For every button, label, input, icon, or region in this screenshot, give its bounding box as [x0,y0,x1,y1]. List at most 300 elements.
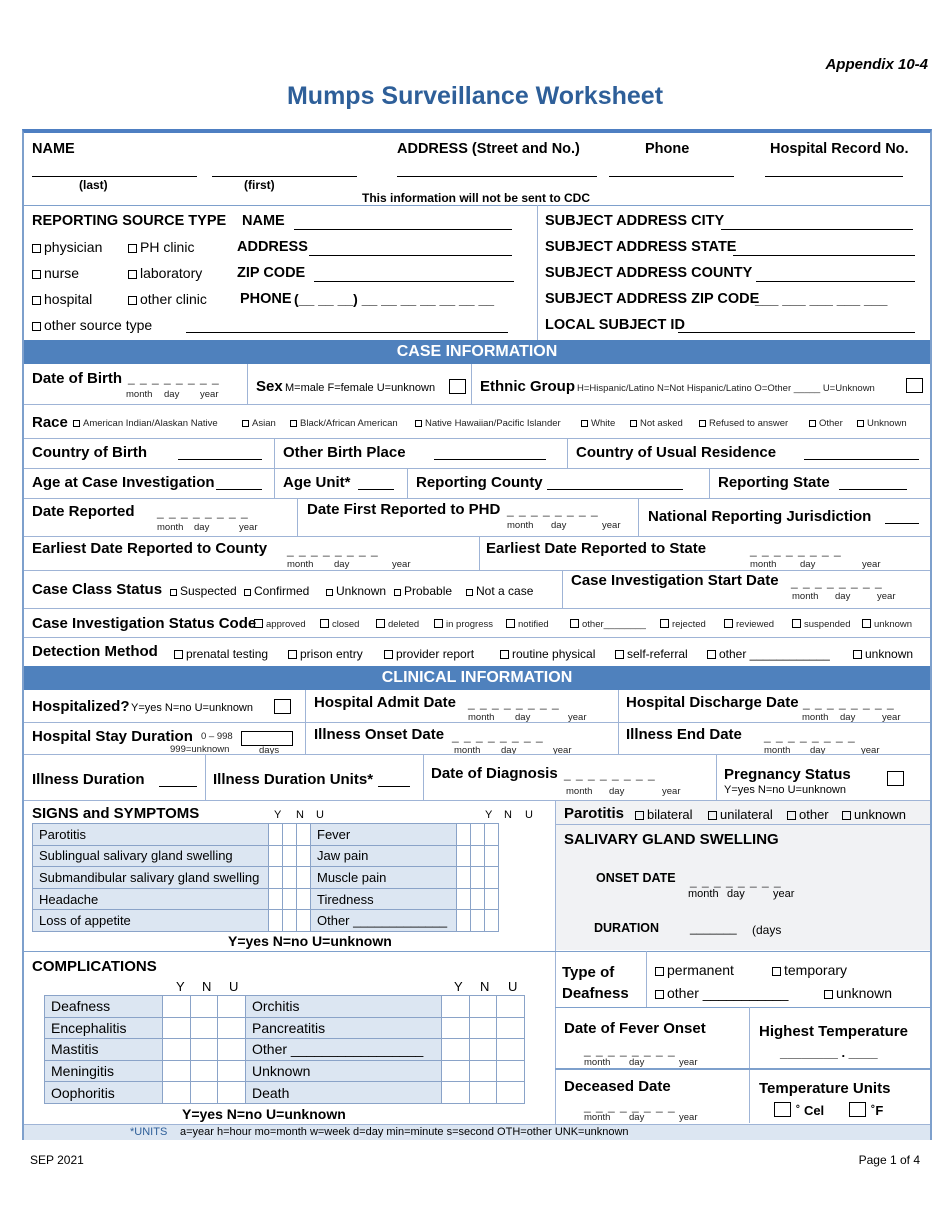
option-ph-clinic[interactable]: PH clinic [128,239,194,255]
deceased-year: year [679,1112,698,1123]
parotitis-other[interactable]: other [787,807,829,822]
deafness-other[interactable]: other ___________ [655,985,788,1001]
parotitis-label: Parotitis [564,805,625,822]
comp-y1: Y [176,979,185,994]
salivary-duration-unit: (days [752,923,782,937]
sex-input[interactable] [449,379,466,394]
comp-death: Death [246,1082,442,1104]
race-not-asked[interactable]: Not asked [630,418,683,429]
comp-y2: Y [454,979,463,994]
investigation-start-year: year [877,591,896,602]
discharge-month: month [802,712,829,723]
comp-yes-cell[interactable] [442,1082,470,1104]
signs-n1: N [296,809,304,821]
status-notified[interactable]: notified [506,619,549,630]
end-day: day [810,745,826,756]
diagnosis-day: day [609,786,625,797]
status-closed[interactable]: closed [320,619,359,630]
comp-unk-cell[interactable] [218,1082,246,1104]
temp-units-label: Temperature Units [759,1080,891,1097]
comp-yes-cell[interactable] [163,996,191,1018]
race-label: Race [32,414,68,431]
diagnosis-month: month [566,786,593,797]
duration-input[interactable] [159,786,197,787]
option-nurse[interactable]: nurse [32,265,79,281]
pregnancy-options: Y=yes N=no U=unknown [724,784,846,796]
parotitis-bilateral[interactable]: bilateral [635,807,693,822]
stay-input[interactable] [241,731,293,746]
reporter-address-input[interactable] [309,255,512,256]
salivary-onset-input[interactable]: _ _ _ _ _ _ _ _ [690,874,782,888]
comp-unk-cell[interactable] [497,1082,525,1104]
discharge-date-label: Hospital Discharge Date [626,694,799,711]
symptom-yes-cell[interactable] [269,910,283,932]
symptoms-table [32,823,499,932]
symptom-no-cell[interactable] [471,867,485,889]
date-first-phd-day: day [551,520,567,531]
comp-u2: U [508,979,518,994]
admit-day: day [515,712,531,723]
earliest-county-day: day [334,559,350,570]
detection-other[interactable]: other ____________ [707,647,830,661]
comp-pancreatitis: Pancreatitis [246,1017,442,1039]
reporter-zip-input[interactable] [314,281,514,282]
status-in-progress[interactable]: in progress [434,619,493,630]
units-text: a=year h=hour mo=month w=week d=day min=minute s=second OTH=other UNK=unknown [180,1126,629,1138]
onset-month: month [454,745,481,756]
symptom-fever: Fever [311,824,457,846]
name-label: NAME [32,141,75,157]
comp-oophoritis: Oophoritis [45,1082,163,1104]
status-other[interactable]: other________ [570,619,646,630]
diagnosis-date-input[interactable]: _ _ _ _ _ _ _ _ [564,767,656,781]
symptom-other: Other _____________ [311,910,457,932]
symptom-unk-cell[interactable] [297,867,311,889]
symptom-yes-cell[interactable] [457,824,471,846]
ethnic-options: H=Hispanic/Latino N=Not Hispanic/Latino O=Other _____ U=Unknown [577,383,875,394]
race-american-indian[interactable]: American Indian/Alaskan Native [73,418,218,429]
symptom-no-cell[interactable] [283,888,297,910]
ethnic-label: Ethnic Group [480,378,575,395]
subject-state-label: SUBJECT ADDRESS STATE [545,239,737,255]
local-id-input[interactable] [678,332,915,333]
signs-header: SIGNS and SYMPTOMS [32,805,200,822]
complication-row [45,1039,525,1061]
earliest-county-month: month [287,559,314,570]
reporter-address-label: ADDRESS [237,239,308,255]
symptom-no-cell[interactable] [283,845,297,867]
symptom-row [33,845,499,867]
subject-county-input[interactable] [756,281,915,282]
deafness-type-label-1: Type of [562,964,615,981]
option-laboratory[interactable]: laboratory [128,265,202,281]
age-unit-label: Age Unit* [283,474,351,491]
signs-u2: U [525,809,533,821]
comp-legend: Y=yes N=no U=unknown [182,1106,346,1122]
class-not-a-case[interactable]: Not a case [466,584,533,598]
detection-prison[interactable]: prison entry [288,647,363,661]
deceased-day: day [629,1112,645,1123]
dob-label: Date of Birth [32,370,122,387]
detection-self-referral[interactable]: self-referral [615,647,688,661]
investigation-start-day: day [835,591,851,602]
option-other-clinic[interactable]: other clinic [128,291,207,307]
complication-row [45,1017,525,1039]
symptom-unk-cell[interactable] [297,910,311,932]
complications-table [44,995,525,1104]
class-status-label: Case Class Status [32,581,163,598]
address-label: ADDRESS (Street and No.) [397,141,580,157]
comp-u1: U [229,979,239,994]
pregnancy-input[interactable] [887,771,904,786]
date-reported-day: day [194,522,210,533]
date-reported-year: year [239,522,258,533]
symptom-yes-cell[interactable] [269,824,283,846]
status-reviewed[interactable]: reviewed [724,619,774,630]
detection-prenatal[interactable]: prenatal testing [174,647,268,661]
symptom-no-cell[interactable] [471,845,485,867]
class-unknown[interactable]: Unknown [326,584,386,598]
earliest-county-label: Earliest Date Reported to County [32,540,268,557]
investigation-start-label: Case Investigation Start Date [571,572,779,589]
comp-unk-cell[interactable] [218,1039,246,1061]
ethnic-input[interactable] [906,378,923,393]
admit-date-label: Hospital Admit Date [314,694,456,711]
reporter-phone-input[interactable]: (__ __ __) __ __ __ __ __ __ __ [294,291,495,307]
age-label: Age at Case Investigation [32,474,215,491]
comp-no-cell[interactable] [470,1082,497,1104]
symptom-no-cell[interactable] [471,888,485,910]
detection-label: Detection Method [32,643,158,660]
comp-yes-cell[interactable] [163,1039,191,1061]
salivary-onset-label: ONSET DATE [596,871,676,885]
comp-encephalitis: Encephalitis [45,1017,163,1039]
duration-units-input[interactable] [378,786,410,787]
race-refused[interactable]: Refused to answer [699,418,788,429]
comp-unk-cell[interactable] [218,1017,246,1039]
clinical-info-header: CLINICAL INFORMATION [24,666,930,690]
status-approved[interactable]: approved [254,619,306,630]
comp-no-cell[interactable] [191,1039,218,1061]
symptom-unk-cell[interactable] [485,824,499,846]
symptom-headache: Headache [33,888,269,910]
comp-unk-cell[interactable] [497,1060,525,1082]
salivary-year: year [773,888,795,900]
stay-unknown: 999=unknown [170,744,230,755]
fever-year: year [679,1057,698,1068]
not-sent-note: This information will not be sent to CDC [362,191,590,205]
diagnosis-date-label: Date of Diagnosis [431,765,558,782]
race-black[interactable]: Black/African American [290,418,398,429]
option-physician[interactable]: physician [32,239,102,255]
signs-legend: Y=yes N=no U=unknown [228,933,392,949]
discharge-date-input[interactable]: _ _ _ _ _ _ _ _ [803,696,895,710]
earliest-county-year: year [392,559,411,570]
symptom-loss-appetite: Loss of appetite [33,910,269,932]
earliest-state-label: Earliest Date Reported to State [486,540,707,557]
symptom-yes-cell[interactable] [269,845,283,867]
earliest-state-input[interactable]: _ _ _ _ _ _ _ _ [750,543,842,557]
parotitis-unilateral[interactable]: unilateral [708,807,773,822]
signs-y1: Y [274,809,282,821]
symptom-unk-cell[interactable] [485,910,499,932]
race-asian[interactable]: Asian [242,418,276,429]
complication-row [45,996,525,1018]
earliest-state-year: year [862,559,881,570]
symptom-tiredness: Tiredness [311,888,457,910]
earliest-state-month: month [750,559,777,570]
symptom-no-cell[interactable] [283,824,297,846]
reporter-name-label: NAME [242,213,285,229]
duration-label: Illness Duration [32,771,145,788]
symptom-unk-cell[interactable] [297,845,311,867]
cel-checkbox[interactable] [774,1102,791,1117]
option-hospital[interactable]: hospital [32,291,92,307]
hospital-record-input[interactable] [765,176,903,177]
complications-header: COMPLICATIONS [32,958,157,975]
symptom-unk-cell[interactable] [485,845,499,867]
status-suspended[interactable]: suspended [792,619,850,630]
symptom-no-cell[interactable] [283,867,297,889]
class-suspected[interactable]: Suspected [170,584,237,598]
national-jurisdiction-label: National Reporting Jurisdiction [648,508,872,525]
subject-city-input[interactable] [721,229,913,230]
subject-city-label: SUBJECT ADDRESS CITY [545,213,725,229]
highest-temp-label: Highest Temperature [759,1023,908,1040]
dob-month: month [126,389,153,400]
complication-row [45,1060,525,1082]
detection-provider[interactable]: provider report [384,647,474,661]
first-name-input[interactable] [212,176,357,177]
signs-y2: Y [485,809,493,821]
admit-month: month [468,712,495,723]
other-birth-place-label: Other Birth Place [283,444,406,461]
reporter-zip-label: ZIP CODE [237,265,306,281]
reporting-state-input[interactable] [839,489,907,490]
country-birth-input[interactable] [178,459,262,460]
deafness-temporary[interactable]: temporary [772,962,847,978]
end-month: month [764,745,791,756]
subject-zip-input[interactable]: ___ ___ ___ ___ ___ [755,291,888,307]
comp-unk-cell[interactable] [497,1017,525,1039]
symptom-muscle-pain: Muscle pain [311,867,457,889]
subject-state-input[interactable] [733,255,915,256]
last-label: (last) [79,178,108,192]
stay-days: days [259,745,280,756]
comp-unk-cell[interactable] [497,996,525,1018]
comp-yes-cell[interactable] [442,1039,470,1061]
comp-n2: N [480,979,490,994]
comp-no-cell[interactable] [191,1060,218,1082]
complication-row [45,1082,525,1104]
symptom-yes-cell[interactable] [269,867,283,889]
comp-yes-cell[interactable] [163,1017,191,1039]
onset-date-input[interactable]: _ _ _ _ _ _ _ _ [452,729,544,743]
country-birth-label: Country of Birth [32,444,147,461]
footer-page: Page 1 of 4 [858,1153,920,1167]
comp-no-cell[interactable] [470,1060,497,1082]
status-code-label: Case Investigation Status Code [32,615,257,632]
race-white[interactable]: White [581,418,615,429]
comp-unk-cell[interactable] [497,1039,525,1061]
appendix-label: Appendix 10-4 [825,56,928,73]
comp-no-cell[interactable] [191,1082,218,1104]
symptom-yes-cell[interactable] [269,888,283,910]
detection-unknown[interactable]: unknown [853,647,913,661]
onset-date-label: Illness Onset Date [314,726,445,743]
dob-year: year [200,389,219,400]
race-unknown[interactable]: Unknown [857,418,907,429]
fah-label: ˚F [871,1103,884,1118]
country-residence-input[interactable] [804,459,919,460]
salivary-duration-label: DURATION [594,921,660,935]
hospitalized-label: Hospitalized? [32,698,130,715]
symptom-row [33,888,499,910]
local-id-label: LOCAL SUBJECT ID [545,317,685,333]
status-deleted[interactable]: deleted [376,619,419,630]
stay-range: 0 – 998 [201,731,233,742]
symptom-row [33,867,499,889]
comp-yes-cell[interactable] [442,1017,470,1039]
reporter-name-input[interactable] [294,229,512,230]
investigation-start-month: month [792,591,819,602]
symptom-yes-cell[interactable] [457,867,471,889]
deafness-permanent[interactable]: permanent [655,962,734,978]
comp-yes-cell[interactable] [442,996,470,1018]
comp-no-cell[interactable] [470,1017,497,1039]
sex-label: Sex [256,378,283,395]
onset-year: year [553,745,572,756]
end-date-input[interactable]: _ _ _ _ _ _ _ _ [764,729,856,743]
comp-unknown: Unknown [246,1060,442,1082]
class-confirmed[interactable]: Confirmed [244,584,309,598]
other-source-input[interactable] [186,332,508,333]
hospital-record-label: Hospital Record No. [770,141,909,157]
deafness-unknown[interactable]: unknown [824,985,892,1001]
investigation-start-input[interactable]: _ _ _ _ _ _ _ _ [791,575,883,589]
hospitalized-input[interactable] [274,699,291,714]
comp-yes-cell[interactable] [442,1060,470,1082]
fever-day: day [629,1057,645,1068]
symptom-no-cell[interactable] [471,910,485,932]
reporting-county-input[interactable] [547,489,683,490]
symptom-yes-cell[interactable] [457,888,471,910]
admit-date-input[interactable]: _ _ _ _ _ _ _ _ [468,696,560,710]
country-residence-label: Country of Usual Residence [576,444,777,461]
comp-yes-cell[interactable] [163,1060,191,1082]
earliest-state-day: day [800,559,816,570]
phone-input[interactable] [609,176,734,177]
case-info-header: CASE INFORMATION [24,340,930,364]
date-first-phd-label: Date First Reported to PHD [307,501,501,518]
source-type-label: REPORTING SOURCE TYPE [32,213,227,229]
comp-no-cell[interactable] [191,1017,218,1039]
class-probable[interactable]: Probable [394,584,452,598]
age-input[interactable] [216,489,262,490]
reporting-state-label: Reporting State [718,474,830,491]
discharge-year: year [882,712,901,723]
dob-input[interactable]: _ _ _ _ _ _ _ _ [128,371,220,385]
address-input[interactable] [397,176,597,177]
deceased-date-input[interactable]: _ _ _ _ _ _ _ _ [584,1099,676,1113]
symptom-unk-cell[interactable] [297,824,311,846]
symptom-row [33,910,499,932]
comp-no-cell[interactable] [191,996,218,1018]
signs-u1: U [316,809,324,821]
detection-routine[interactable]: routine physical [500,647,595,661]
comp-unk-cell[interactable] [218,996,246,1018]
symptom-jaw-pain: Jaw pain [311,845,457,867]
symptom-unk-cell[interactable] [485,888,499,910]
comp-no-cell[interactable] [470,996,497,1018]
discharge-day: day [840,712,856,723]
national-jurisdiction-input[interactable] [885,523,919,524]
worksheet-form [22,129,932,1140]
reporting-county-label: Reporting County [416,474,543,491]
option-other-source[interactable]: other source type [32,317,152,333]
subject-county-label: SUBJECT ADDRESS COUNTY [545,265,753,281]
comp-yes-cell[interactable] [163,1082,191,1104]
fever-onset-label: Date of Fever Onset [564,1020,706,1037]
highest-temp-input[interactable]: ________ . ____ [780,1045,878,1060]
date-reported-month: month [157,522,184,533]
symptom-submandibular: Submandibular salivary gland swelling [33,867,269,889]
symptom-no-cell[interactable] [283,910,297,932]
salivary-duration-input[interactable]: _______ [690,921,737,935]
comp-unk-cell[interactable] [218,1060,246,1082]
date-first-phd-input[interactable]: _ _ _ _ _ _ _ _ [507,503,599,517]
end-year: year [861,745,880,756]
subject-zip-label: SUBJECT ADDRESS ZIP CODE [545,291,760,307]
parotitis-unknown[interactable]: unknown [842,807,906,822]
comp-meningitis: Meningitis [45,1060,163,1082]
hospitalized-options: Y=yes N=no U=unknown [131,702,253,714]
symptom-yes-cell[interactable] [457,910,471,932]
symptom-unk-cell[interactable] [297,888,311,910]
other-birth-place-input[interactable] [434,459,546,460]
first-label: (first) [244,178,275,192]
symptom-no-cell[interactable] [471,824,485,846]
comp-orchitis: Orchitis [246,996,442,1018]
symptom-unk-cell[interactable] [485,867,499,889]
page-title: Mumps Surveillance Worksheet [286,82,664,110]
age-unit-input[interactable] [358,489,394,490]
date-first-phd-year: year [602,520,621,531]
comp-no-cell[interactable] [470,1039,497,1061]
reporter-phone-label: PHONE [240,291,292,307]
units-label: *UNITS [130,1126,168,1138]
symptom-yes-cell[interactable] [457,845,471,867]
diagnosis-year: year [662,786,681,797]
symptom-sublingual: Sublingual salivary gland swelling [33,845,269,867]
comp-n1: N [202,979,212,994]
fever-onset-input[interactable]: _ _ _ _ _ _ _ _ [584,1043,676,1057]
fah-checkbox[interactable] [849,1102,866,1117]
date-reported-input[interactable]: _ _ _ _ _ _ _ _ [157,505,249,519]
status-unknown[interactable]: unknown [862,619,912,630]
race-native-hawaiian[interactable]: Native Hawaiian/Pacific Islander [415,418,561,429]
race-other[interactable]: Other [809,418,843,429]
date-first-phd-month: month [507,520,534,531]
deceased-date-label: Deceased Date [564,1078,671,1095]
status-rejected[interactable]: rejected [660,619,706,630]
earliest-county-input[interactable]: _ _ _ _ _ _ _ _ [287,543,379,557]
last-name-input[interactable] [32,176,197,177]
salivary-header: SALIVARY GLAND SWELLING [564,831,779,848]
comp-mastitis: Mastitis [45,1039,163,1061]
onset-day: day [501,745,517,756]
salivary-month: month [688,888,719,900]
